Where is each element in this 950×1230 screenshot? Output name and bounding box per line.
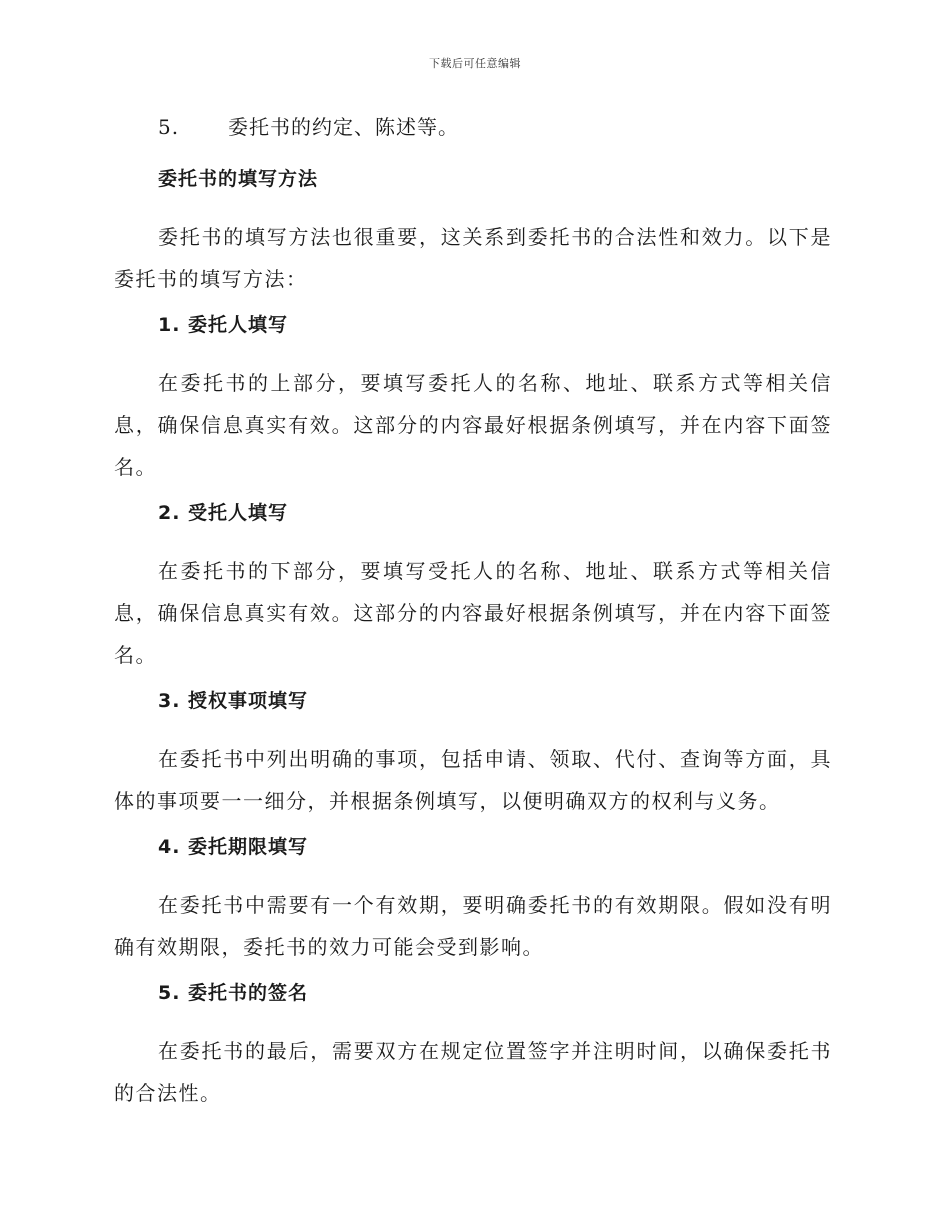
item-heading-4: 4. 委托期限填写: [158, 836, 309, 858]
item-heading-3: 3. 授权事项填写: [158, 690, 309, 712]
page-header: 下载后可任意编辑: [429, 57, 521, 70]
item-body-2: 在委托书的下部分，要填写受托人的名称、地址、联系方式等相关信息，确保信息真实有效。这部分的内容最好根据条例填写，并在内容下面签名。: [114, 559, 832, 667]
item-body-5: 在委托书的最后，需要双方在规定位置签字并注明时间，以确保委托书的合法性。: [114, 1039, 832, 1105]
document-body: [114, 112, 832, 1124]
section-title: 委托书的填写方法: [158, 168, 319, 190]
intro-paragraph: 委托书的填写方法也很重要，这关系到委托书的合法性和效力。以下是委托书的填写方法：: [114, 225, 832, 291]
item-heading-5: 5. 委托书的签名: [158, 982, 309, 1004]
item-body-1: 在委托书的上部分，要填写委托人的名称、地址、联系方式等相关信息，确保信息真实有效。这部分的内容最好根据条例填写，并在内容下面签名。: [114, 371, 832, 479]
item-heading-2: 2. 受托人填写: [158, 502, 289, 524]
list-item-text: 委托书的约定、陈述等。: [228, 115, 459, 139]
list-item-number: 5.: [158, 115, 180, 139]
item-body-4: 在委托书中需要有一个有效期，要明确委托书的有效期限。假如没有明确有效期限，委托书的效力可能会受到影响。: [114, 893, 832, 959]
item-heading-1: 1. 委托人填写: [158, 314, 289, 336]
list-item-5: [158, 112, 832, 142]
item-body-3: 在委托书中列出明确的事项，包括申请、领取、代付、查询等方面，具体的事项要一一细分，并根据条例填写，以便明确双方的权利与义务。: [114, 747, 832, 813]
